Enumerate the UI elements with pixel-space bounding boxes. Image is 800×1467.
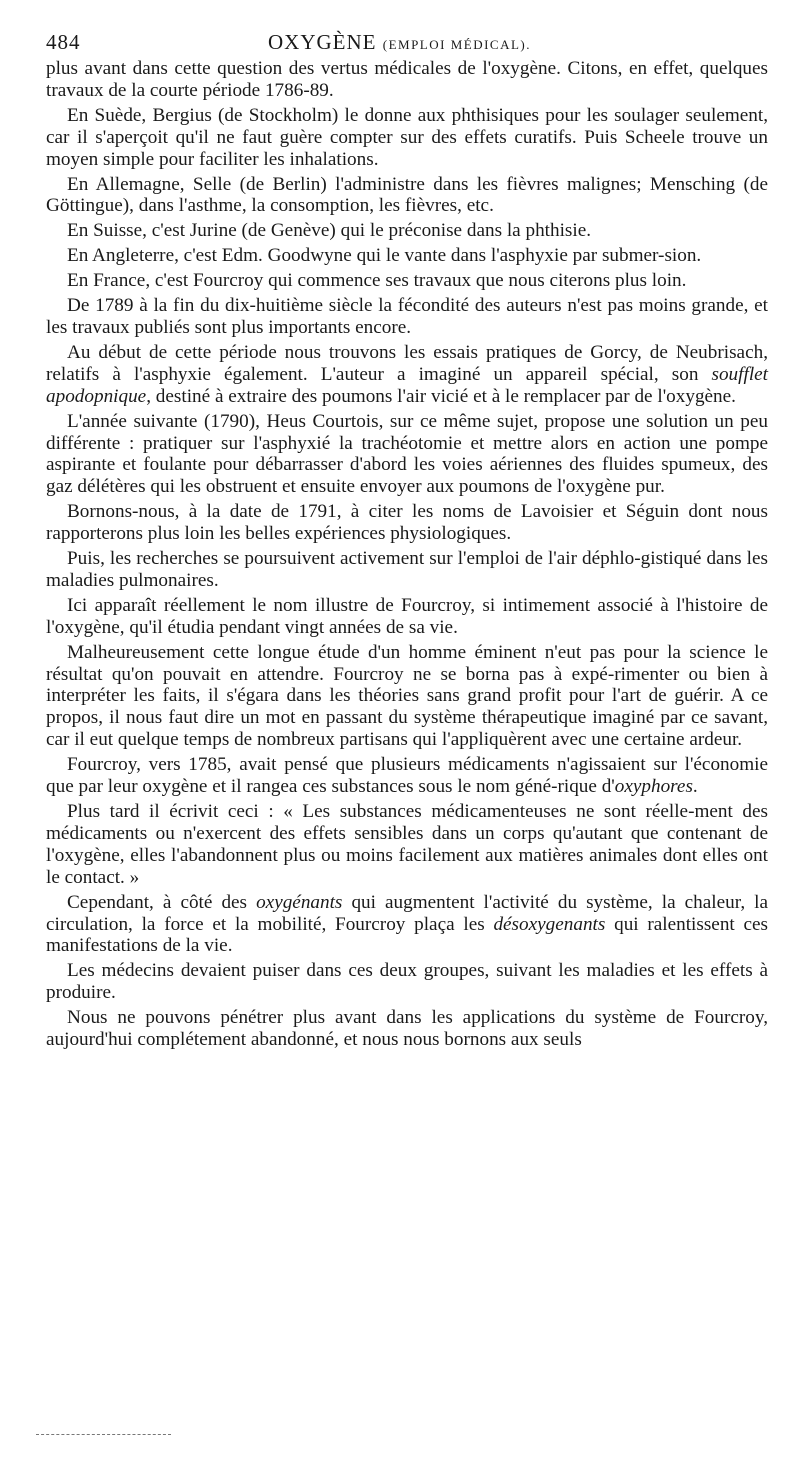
paragraph: [46, 548, 768, 592]
text-run: En Suède, Bergius (de Stockholm) le donne aux phthisiques pour les soulager seulement, car il s'aperçoit qu'il ne faut guère compter sur des effets curatifs. Puis Scheele trouve un moyen simple pour faciliter les inhalations.: [46, 104, 768, 170]
paragraph: [46, 595, 768, 639]
page-number: 484: [46, 30, 81, 54]
body-text: [46, 58, 768, 1051]
paragraph: [46, 342, 768, 408]
paragraph: [46, 174, 768, 218]
paragraph: [46, 892, 768, 958]
text-run: qui ralentissent ces manifestations de la vie.: [46, 913, 768, 957]
text-run: Malheureusement cette longue étude d'un homme éminent n'eut pas pour la science le résultat qu'on pouvait en attendre. Fourcroy ne se borna pas à expé-rimenter ou bien à interpréter les faits, il s'égara dans les théories sans grand profit pour l'art de guérir. A ce propos, il nous faut dire un mot en passant du système thérapeutique imaginé par ce savant, car il eut quelque temps de nombreux partisans qui l'appliquèrent avec une certaine ardeur.: [46, 641, 768, 751]
paragraph: [46, 105, 768, 171]
paragraph: [46, 960, 768, 1004]
paragraph: [46, 58, 768, 102]
running-head-subtitle: (EMPLOI MÉDICAL).: [382, 37, 531, 52]
italic-term: désoxygenants: [493, 913, 606, 935]
paragraph: [46, 754, 768, 798]
paragraph: [46, 501, 768, 545]
paragraph: [46, 1007, 768, 1051]
text-run: Au début de cette période nous trouvons les essais pratiques de Gorcy, de Neubrisach, relatifs à l'asphyxie également. L'auteur a imaginé un appareil spécial, son: [46, 341, 768, 385]
paragraph: [46, 411, 768, 499]
text-run: En Suisse, c'est Jurine (de Genève) qui le préconise dans la phthisie.: [67, 220, 592, 242]
text-run: Puis, les recherches se poursuivent activement sur l'emploi de l'air déphlo-gistiqué dans les maladies pulmonaires.: [46, 548, 768, 591]
text-run: En Allemagne, Selle (de Berlin) l'administre dans les fièvres malignes; Mensching (de Göttingue), dans l'asthme, la consomption, les fièvres, etc.: [46, 173, 768, 217]
text-run: Fourcroy, vers 1785, avait pensé que plusieurs médicaments n'agissaient sur l'économie que par leur oxygène et il rangea ces substances sous le nom géné-rique d': [46, 754, 768, 798]
text-run: plus avant dans cette question des vertus médicales de l'oxygène. Citons, en effet, quelques travaux de la courte période 1786-89.: [46, 58, 768, 101]
italic-term: oxygénants: [256, 891, 343, 913]
text-run: qui augmentent l'activité du système, la chaleur, la circulation, la force et la mobilité, Fourcroy plaça les: [46, 891, 769, 935]
paragraph: [46, 801, 768, 889]
paragraph: [46, 270, 768, 292]
text-run: Cependant, à côté des: [67, 891, 257, 913]
footer-rule: [36, 1434, 171, 1435]
text-run: Plus tard il écrivit ceci : « Les substances médicamenteuses ne sont réelle-ment des médicaments ou n'exercent des effets sensibles dans un corps qu'autant que contenant de l'oxygène, elles l'abandonnent plus ou moins facilement aux matières animales dont elles ont le contact. »: [46, 801, 768, 888]
text-run: En Angleterre, c'est Edm. Goodwyne qui le vante dans l'asphyxie par submer-sion.: [67, 245, 702, 267]
italic-term: soufflet apodopnique: [46, 363, 768, 407]
text-run: Nous ne pouvons pénétrer plus avant dans les applications du système de Fourcroy, aujourd'hui complétement abandonné, et nous nous bornons aux seuls: [46, 1007, 768, 1051]
running-head-title: OXYGÈNE: [268, 30, 377, 54]
text-run: De 1789 à la fin du dix-huitième siècle la fécondité des auteurs n'est pas moins grande, et les travaux publiés sont plus importants encore.: [46, 295, 768, 338]
paragraph: [46, 642, 768, 752]
text-run: Les médecins devaient puiser dans ces deux groupes, suivant les maladies et les effets à produire.: [46, 960, 768, 1004]
paragraph: [46, 220, 768, 242]
paragraph: [46, 245, 768, 267]
book-page: [46, 28, 768, 1051]
text-run: L'année suivante (1790), Heus Courtois, sur ce même sujet, propose une solution un peu différente : pratiquer sur l'asphyxié la trachéotomie et mettre alors en action une pompe aspirante et foulante pour débarrasser d'abord les voies aériennes des fluides spumeux, des gaz délétères qui les obstruent et ensuite envoyer aux poumons de l'oxygène pur.: [46, 410, 768, 498]
italic-term: oxyphores: [614, 776, 693, 798]
page-header: [46, 28, 768, 58]
text-run: , destiné à extraire des poumons l'air vicié et à le remplacer par de l'oxygène.: [146, 385, 736, 407]
paragraph: [46, 295, 768, 339]
text-run: Bornons-nous, à la date de 1791, à citer les noms de Lavoisier et Séguin dont nous rapporterons plus loin les belles expériences physiologiques.: [46, 501, 768, 545]
text-run: En France, c'est Fourcroy qui commence ses travaux que nous citerons plus loin.: [67, 270, 687, 292]
text-run: .: [692, 776, 698, 798]
running-head: [268, 30, 531, 55]
text-run: Ici apparaît réellement le nom illustre de Fourcroy, si intimement associé à l'histoire de l'oxygène, qu'il étudia pendant vingt années de sa vie.: [46, 594, 768, 638]
